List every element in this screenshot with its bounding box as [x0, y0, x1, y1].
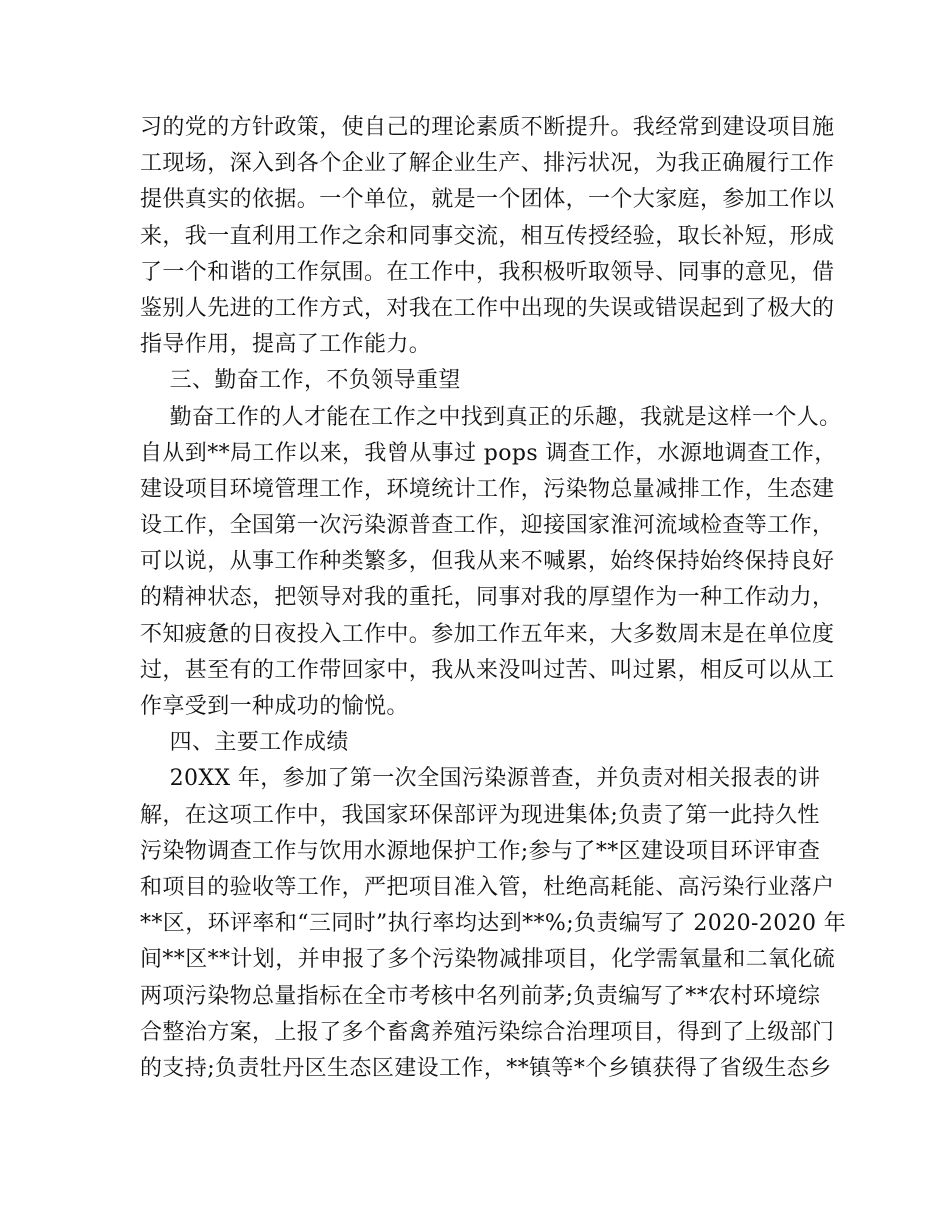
text-line: 来，我一直利用工作之余和同事交流，相互传授经验，取长补短，形成 — [140, 223, 835, 249]
text-line: 合整治方案，上报了多个畜禽养殖污染综合治理项目，得到了上级部门 — [140, 1019, 835, 1045]
text-line: 提供真实的依据。一个单位，就是一个团体，一个大家庭，参加工作以 — [140, 187, 835, 213]
text-line: 作享受到一种成功的愉悦。 — [140, 694, 409, 719]
text-line: 20XX 年，参加了第一次全国污染源普查，并负责对相关报表的讲 — [140, 766, 821, 792]
text-line: 自从到**局工作以来，我曾从事过 pops 调查工作，水源地调查工作， — [140, 440, 837, 466]
text-line: 解，在这项工作中，我国家环保部评为现进集体;负责了第一此持久性 — [140, 802, 820, 828]
text-line: 过，甚至有的工作带回家中，我从来没叫过苦、叫过累，相反可以从工 — [140, 657, 835, 683]
text-line: 间**区**计划，并申报了多个污染物减排项目，化学需氧量和二氧化硫 — [140, 947, 836, 973]
text-line: 污染物调查工作与饮用水源地保护工作;参与了**区建设项目环评审查 — [140, 838, 821, 864]
text-line: 的支持;负责牡丹区生态区建设工作，**镇等*个乡镇获得了省级生态乡 — [140, 1055, 832, 1081]
text-line: 两项污染物总量指标在全市考核中名列前茅;负责编写了**农村环境综 — [140, 983, 821, 1009]
text-line: 指导作用，提高了工作能力。 — [140, 332, 432, 358]
text-line: 不知疲惫的日夜投入工作中。参加工作五年来，大多数周末是在单位度 — [140, 621, 835, 647]
text-line: 工现场，深入到各个企业了解企业生产、排污状况，为我正确履行工作 — [140, 151, 835, 177]
text-line: 建设项目环境管理工作，环境统计工作，污染物总量减排工作，生态建 — [140, 476, 835, 502]
text-line: 的精神状态，把领导对我的重托，同事对我的厚望作为一种工作动力， — [140, 585, 835, 611]
section-heading: 四、主要工作成绩 — [140, 730, 349, 756]
text-line: 鉴别人先进的工作方式，对我在工作中出现的失误或错误起到了极大的 — [140, 295, 835, 321]
text-line: **区，环评率和“三同时”执行率均达到**%;负责编写了 2020-2020 年 — [140, 911, 847, 937]
text-line: 设工作，全国第一次污染源普查工作，迎接国家淮河流域检查等工作， — [140, 513, 835, 539]
document-body — [140, 110, 847, 1087]
section-heading: 三、勤奋工作，不负领导重望 — [140, 368, 461, 394]
text-line: 勤奋工作的人才能在工作之中找到真正的乐趣，我就是这样一个人。 — [140, 404, 842, 430]
text-line: 了一个和谐的工作氛围。在工作中，我积极听取领导、同事的意见，借 — [140, 259, 835, 285]
text-line: 可以说，从事工作种类繁多，但我从来不喊累，始终保持始终保持良好 — [140, 549, 835, 575]
text-line: 和项目的验收等工作，严把项目准入管，杜绝高耗能、高污染行业落户 — [140, 874, 835, 900]
text-line: 习的党的方针政策，使自己的理论素质不断提升。我经常到建设项目施 — [140, 115, 835, 140]
